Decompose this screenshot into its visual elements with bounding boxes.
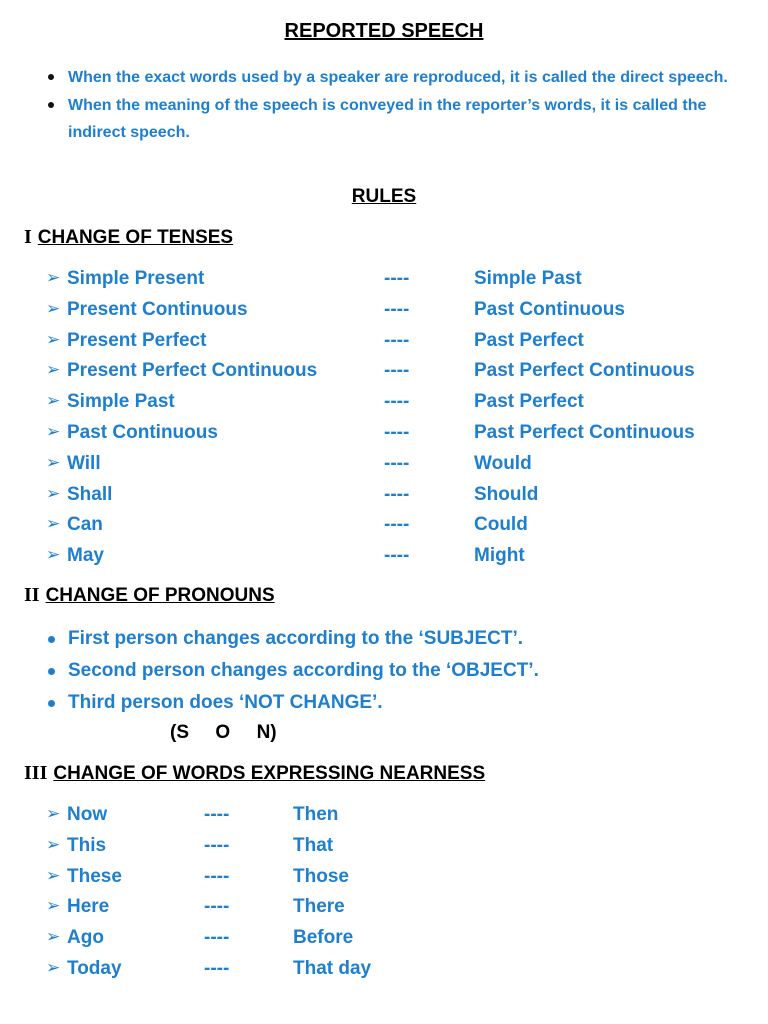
table-row	[0, 422, 768, 450]
row-separator: ----	[204, 927, 230, 949]
table-row	[0, 866, 768, 894]
arrow-bullet-icon: ➢	[46, 329, 61, 349]
row-to: Past Perfect Continuous	[474, 422, 695, 443]
row-to: Past Perfect	[474, 391, 584, 413]
arrow-bullet-icon: ➢	[46, 545, 61, 565]
row-to: Past Perfect	[474, 329, 584, 351]
table-row	[0, 330, 768, 358]
list-item: First person changes according to the ‘SUBJECT’.	[46, 624, 746, 656]
row-from: Here	[67, 896, 110, 918]
row-separator: ----	[384, 360, 410, 382]
arrow-bullet-icon: ➢	[46, 804, 61, 823]
row-to: Might	[474, 545, 525, 567]
arrow-bullet-icon: ➢	[46, 834, 61, 854]
row-separator: ----	[384, 298, 410, 320]
section-number: III	[24, 762, 48, 784]
intro-item: When the meaning of the speech is conveyed in the reporter’s words, it is called the indirect speech.	[46, 92, 746, 146]
row-from: Simple Past	[67, 391, 175, 413]
section-number: I	[24, 226, 32, 248]
row-separator: ----	[204, 896, 230, 918]
row-from: Shall	[67, 483, 113, 505]
row-from: May	[67, 545, 104, 567]
arrow-bullet-icon: ➢	[46, 298, 61, 318]
intro-item: When the exact words used by a speaker are reproduced, it is called the direct speech.	[46, 64, 746, 91]
row-to: Simple Past	[474, 268, 582, 289]
row-separator: ----	[384, 452, 410, 474]
row-from: Present Perfect	[67, 329, 207, 351]
arrow-bullet-icon: ➢	[46, 268, 61, 287]
row-from: Can	[67, 514, 103, 536]
table-row	[0, 958, 768, 986]
row-to: Could	[474, 514, 528, 536]
section-number: II	[24, 584, 40, 606]
row-to: Should	[474, 483, 539, 505]
arrow-bullet-icon: ➢	[46, 514, 61, 534]
row-from: Present Perfect Continuous	[67, 360, 318, 382]
arrow-bullet-icon: ➢	[46, 391, 61, 411]
row-from: Now	[67, 804, 108, 825]
section-tenses-heading	[24, 226, 233, 249]
section-title: CHANGE OF WORDS EXPRESSING NEARNESS	[53, 763, 486, 784]
row-separator: ----	[204, 834, 230, 856]
section-nearness-heading	[24, 762, 485, 785]
son-mnemonic: (S O N)	[170, 722, 277, 743]
row-to: Past Perfect Continuous	[474, 360, 695, 382]
pronoun-rules-list	[46, 624, 746, 720]
table-row	[0, 896, 768, 924]
table-row	[0, 804, 768, 832]
table-row	[0, 545, 768, 573]
row-from: Simple Present	[67, 268, 205, 289]
row-from: Ago	[67, 927, 104, 949]
arrow-bullet-icon: ➢	[46, 483, 61, 503]
row-to: Then	[293, 804, 339, 825]
row-separator: ----	[384, 268, 410, 289]
row-from: Past Continuous	[67, 422, 218, 443]
page-title: REPORTED SPEECH	[284, 20, 484, 42]
table-row	[0, 391, 768, 419]
table-row	[0, 835, 768, 863]
row-separator: ----	[204, 804, 230, 825]
table-row	[0, 268, 768, 296]
row-separator: ----	[384, 483, 410, 505]
row-to: Would	[474, 452, 532, 474]
intro-list	[46, 64, 746, 147]
row-separator: ----	[384, 329, 410, 351]
list-item: Second person changes according to the ‘OBJECT’.	[46, 656, 746, 688]
table-row	[0, 453, 768, 481]
table-row	[0, 514, 768, 542]
row-separator: ----	[204, 958, 230, 979]
row-separator: ----	[384, 422, 410, 443]
arrow-bullet-icon: ➢	[46, 360, 61, 380]
row-to: That	[293, 834, 334, 856]
arrow-bullet-icon: ➢	[46, 896, 61, 916]
row-from: Present Continuous	[67, 298, 248, 320]
list-item: Third person does ‘NOT CHANGE’.	[46, 688, 746, 720]
arrow-bullet-icon: ➢	[46, 452, 61, 472]
section-title: CHANGE OF TENSES	[37, 227, 234, 248]
row-separator: ----	[384, 391, 410, 413]
rules-heading: RULES	[351, 186, 417, 207]
row-to: There	[293, 896, 345, 918]
table-row	[0, 299, 768, 327]
row-to: That day	[293, 958, 372, 979]
arrow-bullet-icon: ➢	[46, 422, 61, 441]
row-separator: ----	[384, 545, 410, 567]
row-from: These	[67, 865, 122, 887]
row-from: This	[67, 834, 107, 856]
arrow-bullet-icon: ➢	[46, 927, 61, 947]
row-to: Past Continuous	[474, 298, 625, 320]
row-from: Will	[67, 452, 101, 474]
arrow-bullet-icon: ➢	[46, 865, 61, 885]
arrow-bullet-icon: ➢	[46, 958, 61, 977]
section-pronouns-heading	[24, 584, 275, 607]
row-to: Before	[293, 927, 354, 949]
row-separator: ----	[204, 865, 230, 887]
table-row	[0, 360, 768, 388]
section-title: CHANGE OF PRONOUNS	[45, 585, 275, 606]
row-to: Those	[293, 865, 349, 887]
row-separator: ----	[384, 514, 410, 536]
table-row	[0, 484, 768, 512]
table-row	[0, 927, 768, 955]
row-from: Today	[67, 958, 122, 979]
